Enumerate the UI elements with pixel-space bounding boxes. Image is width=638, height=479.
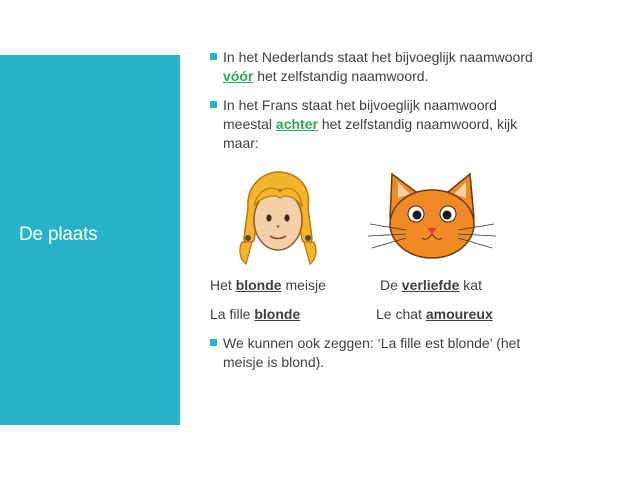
- blonde-girl-face-icon: [228, 168, 328, 268]
- bullet-marker-icon: [210, 101, 217, 108]
- highlight-voor: vóór: [223, 68, 254, 84]
- bullet-1-line-1: In het Nederlands staat het bijvoeglijk naamwoord: [223, 49, 533, 65]
- highlight-achter: achter: [275, 116, 318, 132]
- bullet-3-line-1: We kunnen ook zeggen: ‘La fille est blonde’ (het: [223, 335, 521, 351]
- bullet-3-line-2: meisje is blond).: [223, 354, 325, 370]
- caption-prefix: Le chat: [376, 306, 422, 322]
- caption-adjective: amoureux: [425, 306, 493, 322]
- bullet-marker-icon: [210, 339, 217, 346]
- bullet-2-line-2: het zelfstandig naamwoord, kijk: [321, 116, 518, 132]
- caption-cat-nl: [380, 276, 482, 295]
- bullet-1: [210, 48, 570, 86]
- caption-cat-fr: [376, 305, 493, 324]
- caption-adjective: blonde: [254, 306, 301, 322]
- bullet-marker-icon: [210, 53, 217, 60]
- caption-adjective: verliefde: [401, 277, 460, 293]
- caption-noun: kat: [463, 277, 482, 293]
- caption-noun: meisje: [285, 277, 326, 293]
- bullet-2: [210, 96, 570, 153]
- caption-girl-fr: [210, 305, 300, 324]
- caption-girl-nl: [210, 276, 326, 295]
- bullet-1-line-2: het zelfstandig naamwoord.: [257, 68, 429, 84]
- bullet-3-text: [210, 334, 570, 372]
- bullet-2-text: [210, 96, 570, 153]
- slide-title: De plaats: [19, 224, 98, 245]
- orange-cat-face-icon: [366, 168, 498, 268]
- bullet-2-meestal: meestal: [223, 116, 273, 132]
- caption-prefix: De: [380, 277, 398, 293]
- bullet-3: [210, 334, 570, 372]
- caption-prefix: Het: [210, 277, 232, 293]
- caption-prefix: La fille: [210, 306, 251, 322]
- bullet-1-text: [210, 48, 570, 86]
- bullet-2-line-1: In het Frans staat het bijvoeglijk naamwoord: [223, 97, 497, 113]
- caption-adjective: blonde: [235, 277, 282, 293]
- bullet-2-line-3: maar:: [223, 135, 259, 151]
